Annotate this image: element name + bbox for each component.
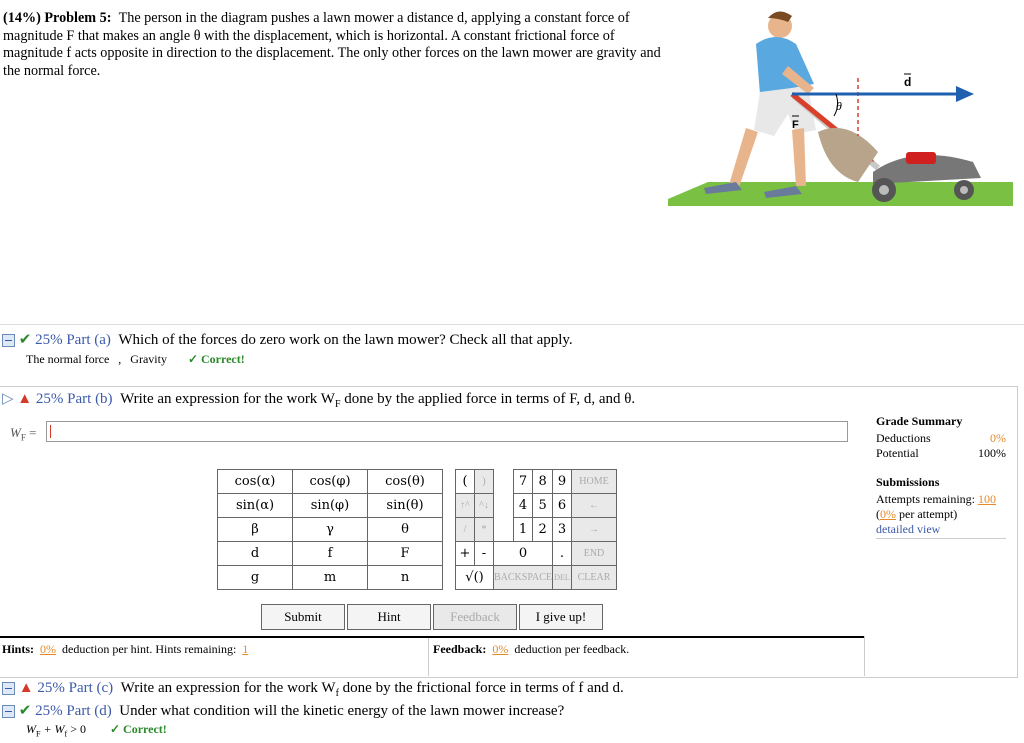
hints-text: deduction per hint. Hints remaining:	[62, 642, 237, 656]
key-function[interactable]: f	[293, 542, 368, 566]
key-left[interactable]: ←	[572, 494, 617, 518]
grade-summary-title: Grade Summary	[876, 414, 963, 428]
part-c-label: 25% Part (c)	[37, 680, 114, 696]
potential-value: 100%	[978, 446, 1006, 460]
key-1[interactable]: 1	[513, 518, 533, 542]
part-b-header	[2, 389, 635, 410]
key-function[interactable]: g	[218, 566, 293, 590]
potential-label: Potential	[876, 446, 919, 460]
feedback-label: Feedback:	[433, 642, 487, 656]
key-function[interactable]: β	[218, 518, 293, 542]
key-9[interactable]: 9	[553, 470, 572, 494]
d-label: d	[904, 75, 912, 89]
hints-pct: 0%	[40, 642, 57, 656]
key-close-paren[interactable]: )	[475, 470, 494, 494]
problem-text: The person in the diagram pushes a lawn mower a distance d, applying a constant force of magnitude F that makes an angle θ with the displacement, which is horizontal. A constant frictional force of magnitude f acts opposite in direction to the displacement. The only other forces on the lawn mower are gravity and the normal force.	[3, 10, 661, 79]
key-del[interactable]: DEL	[553, 566, 572, 590]
displacement-arrow	[956, 86, 974, 102]
key-up[interactable]: ↑^	[456, 494, 475, 518]
problem-statement	[3, 10, 668, 80]
key-function[interactable]: F	[368, 542, 443, 566]
part-a-question: Which of the forces do zero work on the lawn mower? Check all that apply.	[118, 332, 573, 348]
key-4[interactable]: 4	[513, 494, 533, 518]
key-function[interactable]: d	[218, 542, 293, 566]
divider	[0, 324, 1024, 325]
F-label: F	[792, 119, 799, 131]
numeric-keypad	[455, 469, 617, 590]
attempts-value: 100	[977, 492, 996, 506]
key-minus[interactable]: -	[475, 542, 494, 566]
expand-arrow-icon[interactable]: ▷	[2, 391, 14, 407]
key-function[interactable]: sin(α)	[218, 494, 293, 518]
key-function[interactable]: cos(α)	[218, 470, 293, 494]
key-clear[interactable]: CLEAR	[572, 566, 617, 590]
key-function[interactable]: cos(φ)	[293, 470, 368, 494]
key-right[interactable]: →	[572, 518, 617, 542]
key-8[interactable]: 8	[533, 470, 553, 494]
key-plus[interactable]: +	[456, 542, 475, 566]
hints-divider	[0, 636, 864, 638]
feedback-info	[433, 642, 629, 657]
theta-label: θ	[836, 99, 842, 113]
submissions-title: Submissions	[876, 475, 940, 489]
hints-remaining: 1	[242, 642, 249, 656]
key-end[interactable]: END	[572, 542, 617, 566]
problem-header: (14%) Problem 5:	[3, 10, 112, 26]
key-sqrt[interactable]: √()	[456, 566, 494, 590]
check-icon: ✔	[18, 703, 32, 719]
part-d-question: Under what condition will the kinetic energy of the lawn mower increase?	[119, 703, 565, 719]
key-7[interactable]: 7	[513, 470, 533, 494]
feedback-text: deduction per feedback.	[514, 642, 630, 656]
status-correct: ✓ Correct!	[110, 722, 167, 736]
function-keypad	[217, 469, 443, 590]
submit-button[interactable]: Submit	[261, 604, 345, 630]
hints-label: Hints:	[2, 642, 35, 656]
key-star[interactable]: *	[475, 518, 494, 542]
key-6[interactable]: 6	[553, 494, 572, 518]
part-a-label: 25% Part (a)	[35, 332, 111, 348]
key-function[interactable]: cos(θ)	[368, 470, 443, 494]
key-5[interactable]: 5	[533, 494, 553, 518]
part-b-question: Write an expression for the work $W_F$ done by the applied force in terms of F, d, and θ.	[120, 391, 636, 410]
collapse-icon[interactable]	[2, 334, 15, 347]
key-function[interactable]: m	[293, 566, 368, 590]
key-function[interactable]: sin(φ)	[293, 494, 368, 518]
lawn-mower-diagram	[668, 4, 1013, 206]
key-function[interactable]: γ	[293, 518, 368, 542]
feedback-button[interactable]: Feedback	[433, 604, 517, 630]
deductions-label: Deductions	[876, 431, 931, 445]
hint-button[interactable]: Hint	[347, 604, 431, 630]
key-slash[interactable]: /	[456, 518, 475, 542]
grass-bag	[818, 128, 878, 182]
part-c-question: Write an expression for the work $W_f$ done by the frictional force in terms of f and d.	[120, 680, 624, 699]
part-c-header	[2, 680, 624, 699]
part-d-header	[2, 701, 564, 720]
collapse-icon[interactable]	[2, 705, 15, 718]
hints-info	[2, 642, 248, 657]
detailed-view-link[interactable]: detailed view	[876, 522, 941, 536]
give-up-button[interactable]: I give up!	[519, 604, 603, 630]
key-open-paren[interactable]: (	[456, 470, 475, 494]
answer-gravity: Gravity	[130, 352, 167, 366]
part-d-label: 25% Part (d)	[35, 703, 112, 719]
deductions-value: 0%	[990, 431, 1006, 445]
check-icon: ✔	[18, 332, 32, 348]
answer-separator: ,	[118, 352, 122, 366]
per-attempt-value: 0%	[880, 507, 896, 521]
feedback-pct: 0%	[492, 642, 509, 656]
input-label: $W_F$ =	[10, 425, 37, 443]
key-2[interactable]: 2	[533, 518, 553, 542]
part-a-header	[2, 330, 573, 349]
key-function[interactable]: n	[368, 566, 443, 590]
part-b-label: 25% Part (b)	[35, 391, 113, 407]
collapse-icon[interactable]	[2, 682, 15, 695]
answer-normal-force: The normal force	[26, 352, 110, 366]
grade-summary: Grade Summary Deductions 0% Potential 100% Submissions Attempts remaining: 100 (0% per attempt) detailed view	[876, 414, 1006, 539]
attempts-label: Attempts remaining:	[876, 492, 975, 506]
warning-icon: ▲	[18, 680, 34, 696]
part-d-answer: $W_F + W_f > 0$ ✓ Correct!	[26, 722, 167, 739]
key-backspace[interactable]: BACKSPACE	[494, 566, 553, 590]
key-function[interactable]: θ	[368, 518, 443, 542]
key-dot[interactable]: .	[553, 542, 572, 566]
key-home[interactable]: HOME	[572, 470, 617, 494]
key-3[interactable]: 3	[553, 518, 572, 542]
warning-icon: ▲	[17, 391, 33, 407]
key-0[interactable]: 0	[494, 542, 553, 566]
answer-input[interactable]	[46, 421, 848, 442]
key-down[interactable]: ^↓	[475, 494, 494, 518]
key-function[interactable]: sin(θ)	[368, 494, 443, 518]
part-a-answer	[26, 352, 245, 367]
status-correct: ✓ Correct!	[187, 352, 245, 366]
